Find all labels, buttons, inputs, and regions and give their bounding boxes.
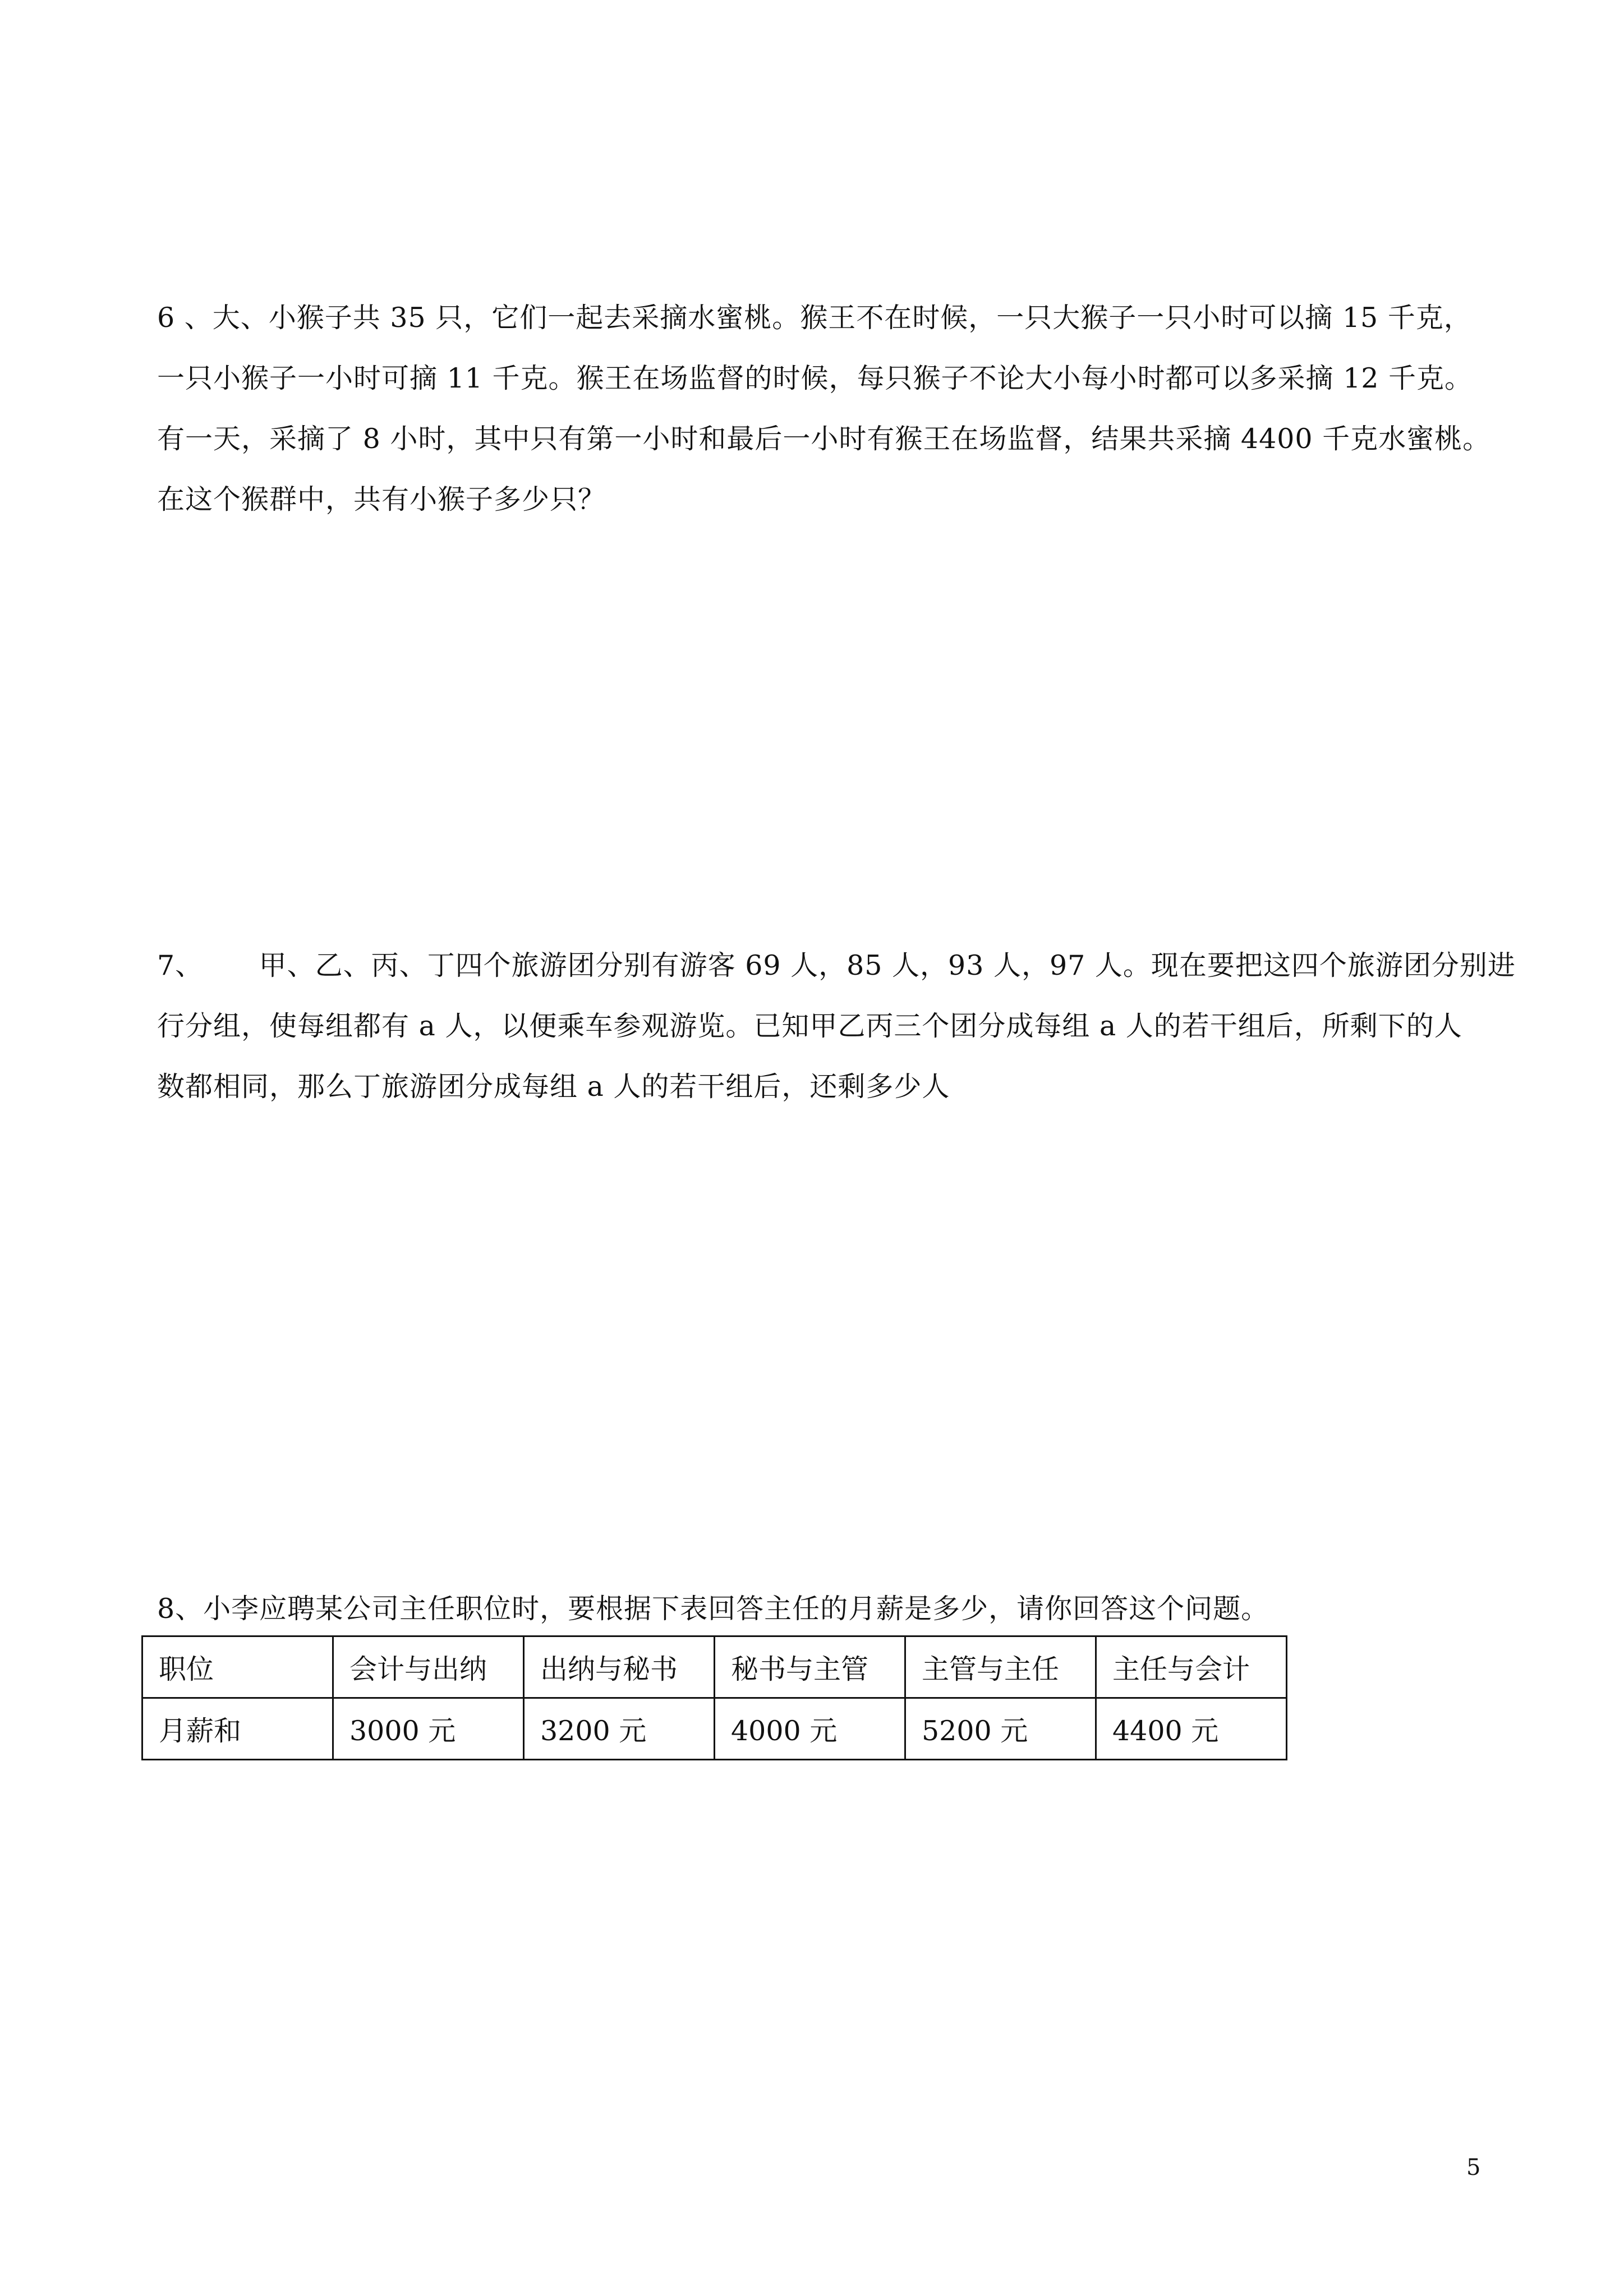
table-cell: 5200 元 — [905, 1698, 1096, 1760]
table-row — [142, 1698, 1287, 1760]
problem-6-line-3: 有一天，采摘了 8 小时，其中只有第一小时和最后一小时有猴王在场监督，结果共采摘 4400 千克水蜜桃。 — [157, 423, 1491, 455]
problem-8-intro: 8、小李应聘某公司主任职位时，要根据下表回答主任的月薪是多少，请你回答这个问题。 — [157, 1593, 1269, 1625]
problem-6-line-1: 6 、大、小猴子共 35 只，它们一起去采摘水蜜桃。猴王不在时候，一只大猴子一只小时可以摘 15 千克， — [157, 302, 1472, 334]
table-cell: 主管与主任 — [905, 1636, 1096, 1698]
problem-6-line-2: 一只小猴子一小时可摘 11 千克。猴王在场监督的时候，每只猴子不论大小每小时都可以多采摘 12 千克。 — [157, 362, 1473, 394]
problem-6-line-4: 在这个猴群中，共有小猴子多少只？ — [157, 483, 606, 515]
table-cell: 秘书与主管 — [715, 1636, 905, 1698]
table-cell: 4400 元 — [1096, 1698, 1287, 1760]
problem-7-line-2: 行分组，使每组都有 a 人，以便乘车参观游览。已知甲乙丙三个团分成每组 a 人的若干组后，所剩下的人 — [157, 1010, 1462, 1042]
table-cell: 职位 — [142, 1636, 333, 1698]
table-cell: 出纳与秘书 — [524, 1636, 715, 1698]
table-cell: 月薪和 — [142, 1698, 333, 1760]
problem-6 — [157, 288, 1491, 530]
table-cell: 3000 元 — [333, 1698, 524, 1760]
problem-7 — [157, 935, 1516, 1117]
page-number: 5 — [1466, 2155, 1481, 2180]
table-header-row — [142, 1636, 1287, 1698]
table-cell: 主任与会计 — [1096, 1636, 1287, 1698]
problem-7-line-1: 7、 甲、乙、丙、丁四个旅游团分别有游客 69 人，85 人，93 人，97 人。现在要把这四个旅游团分别进 — [157, 949, 1516, 981]
problem-8 — [157, 1579, 1481, 1639]
problem-7-line-3: 数都相同，那么丁旅游团分成每组 a 人的若干组后，还剩多少人 — [157, 1071, 950, 1103]
table-cell: 3200 元 — [524, 1698, 715, 1760]
table-cell: 4000 元 — [715, 1698, 905, 1760]
table-cell: 会计与出纳 — [333, 1636, 524, 1698]
salary-table — [141, 1635, 1287, 1760]
